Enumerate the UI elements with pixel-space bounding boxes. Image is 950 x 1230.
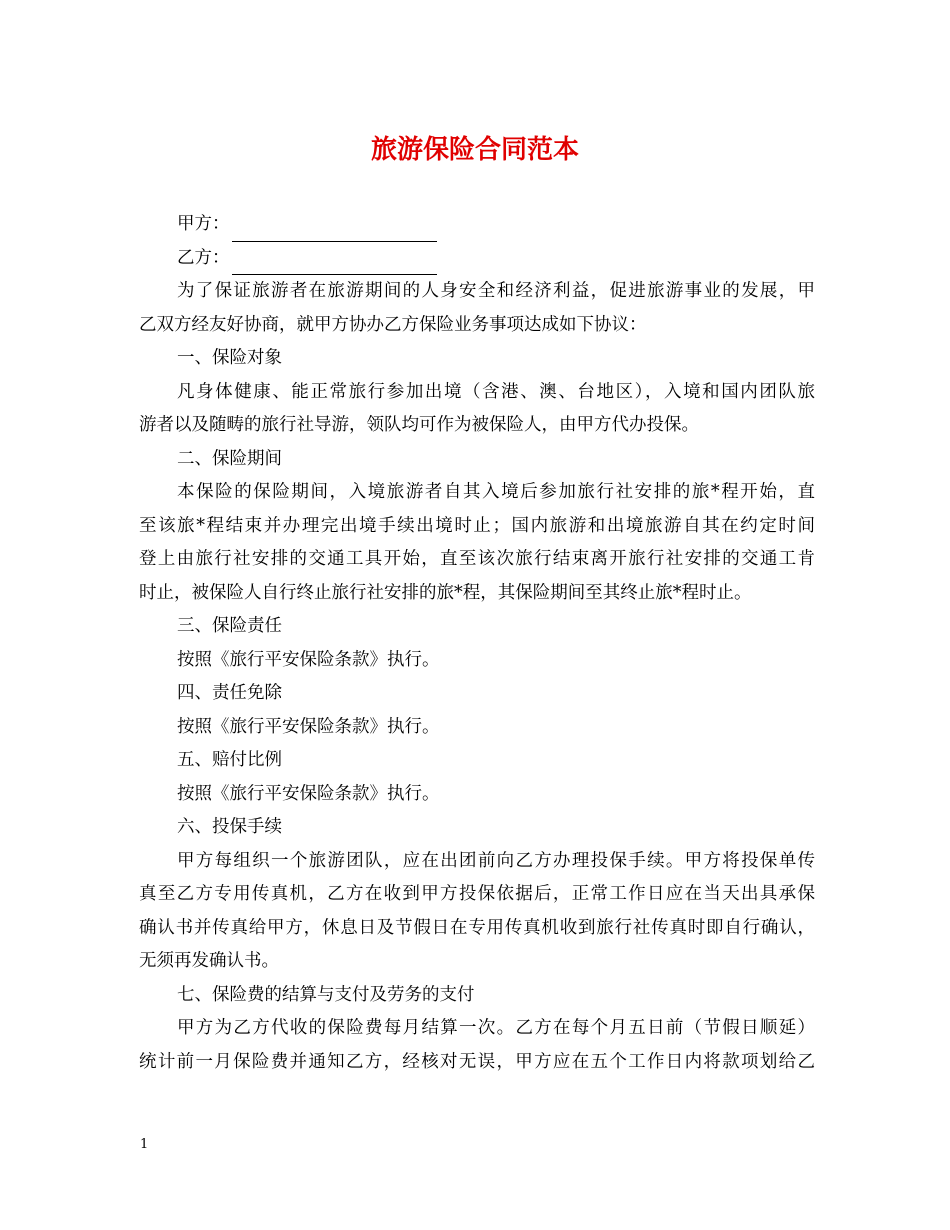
paragraph-line: 至该旅*程结束并办理完出境手续出境时止；国内旅游和出境旅游自其在约定时间 (139, 515, 815, 536)
section-heading: 七、保险费的结算与支付及劳务的支付 (177, 984, 475, 1005)
paragraph-line: 凡身体健康、能正常旅行参加出境（含港、澳、台地区），入境和国内团队旅 (177, 381, 815, 402)
paragraph-line: 游者以及随畴的旅行社导游，领队均可作为被保险人，由甲方代办投保。 (139, 415, 699, 435)
paragraph-line: 乙双方经友好协商，就甲方协办乙方保险业务事项达成如下协议： (139, 314, 647, 335)
section-heading: 六、投保手续 (177, 817, 282, 837)
section-heading: 四、责任免除 (177, 683, 282, 703)
party-b-label: 乙方： (177, 247, 230, 268)
paragraph-line: 甲方为乙方代收的保险费每月结算一次。乙方在每个月五日前（节假日顺延） (177, 1018, 815, 1038)
party-b-line (139, 242, 815, 276)
section-heading: 五、赔付比例 (177, 750, 282, 770)
paragraph-line: 统计前一月保险费并通知乙方，经核对无误，甲方应在五个工作日内将款项划给乙 (139, 1051, 815, 1072)
paragraph-line: 真至乙方专用传真机，乙方在收到甲方投保依据后，正常工作日应在当天出具承保 (139, 884, 815, 904)
paragraph-line: 无须再发确认书。 (139, 951, 279, 971)
document-body (139, 208, 815, 1079)
section-heading: 一、保险对象 (177, 348, 282, 368)
paragraph-line: 本保险的保险期间，入境旅游者自其入境后参加旅行社安排的旅*程开始，直 (177, 482, 815, 502)
paragraph-line: 按照《旅行平安保险条款》执行。 (177, 783, 440, 804)
document-title: 旅游保险合同范本 (370, 135, 579, 165)
party-a-line (139, 208, 815, 242)
paragraph-line: 登上由旅行社安排的交通工具开始，直至该次旅行结束离开旅行社安排的交通工肯 (139, 549, 815, 569)
page-number: 1 (140, 1137, 149, 1152)
paragraph-line: 按照《旅行平安保险条款》执行。 (177, 716, 440, 737)
paragraph-line: 时止，被保险人自行终止旅行社安排的旅*程，其保险期间至其终止旅*程时止。 (139, 582, 752, 603)
paragraph-line: 甲方每组织一个旅游团队，应在出团前向乙方办理投保手续。甲方将投保单传 (177, 850, 815, 871)
paragraph-line: 按照《旅行平安保险条款》执行。 (177, 649, 440, 670)
section-heading: 二、保险期间 (177, 448, 282, 469)
section-heading: 三、保险责任 (177, 616, 282, 636)
party-b-blank (232, 250, 437, 275)
paragraph-line: 确认书并传真给甲方，休息日及节假日在专用传真机收到旅行社传真时即自行确认， (139, 917, 815, 938)
party-a-label: 甲方： (177, 214, 230, 234)
party-a-blank (232, 217, 437, 242)
paragraph-line: 为了保证旅游者在旅游期间的人身安全和经济利益，促进旅游事业的发展，甲 (177, 281, 815, 301)
